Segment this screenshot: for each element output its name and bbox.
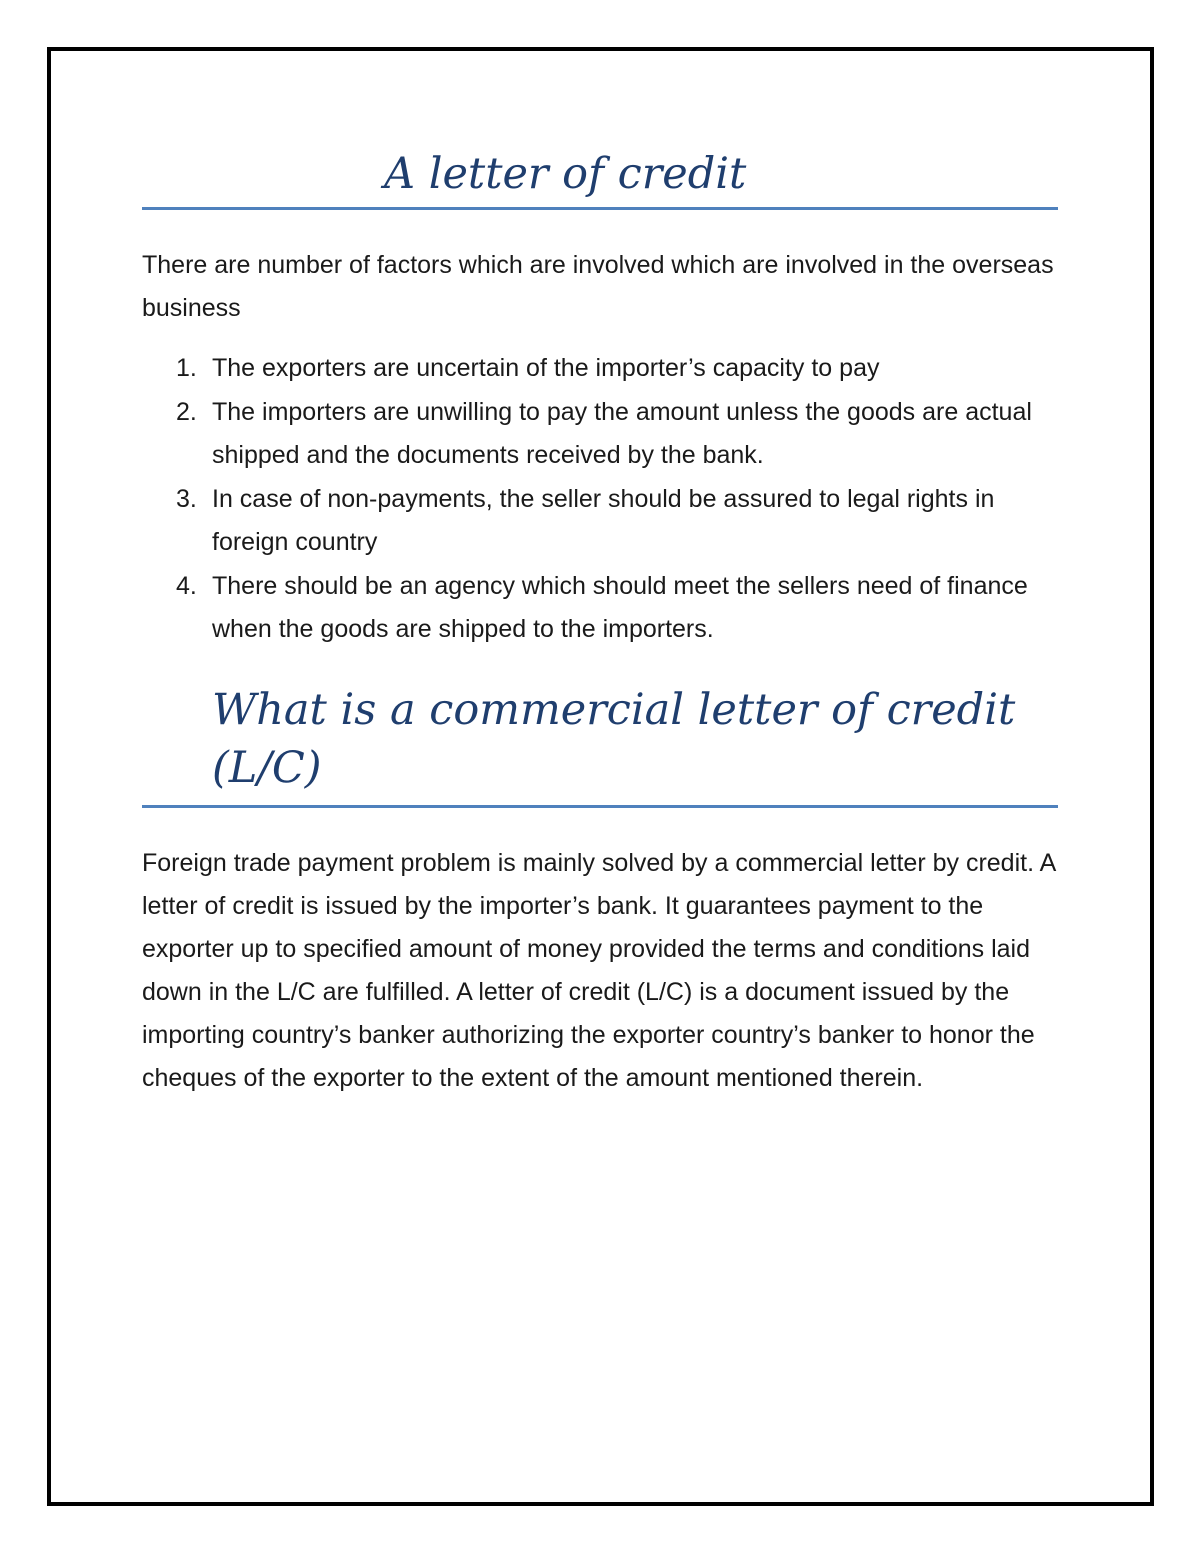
section-heading: What is a commercial letter of credit (L/C) xyxy=(212,685,1016,793)
intro-paragraph: There are number of factors which are involved which are involved in the overseas business xyxy=(142,251,1054,322)
list-item-number: 3. xyxy=(176,485,197,513)
list-item xyxy=(142,565,1058,651)
list-item-number: 4. xyxy=(176,572,197,600)
list-item-text: The importers are unwilling to pay the amount unless the goods are actual shipped and the documents received by the bank. xyxy=(212,398,1032,469)
list-item-number: 1. xyxy=(176,354,197,382)
title-underline xyxy=(142,207,1058,210)
list-item-text: The exporters are uncertain of the importer’s capacity to pay xyxy=(212,354,880,382)
list-item xyxy=(142,391,1058,477)
document-body xyxy=(142,145,1058,1100)
section-body-paragraph: Foreign trade payment problem is mainly solved by a commercial letter by credit. A letter of credit is issued by the importer’s bank. It guarantees payment to the exporter up to specified amount of money provided the terms and conditions laid down in the L/C are fulfilled. A letter of credit (L/C) is a document issued by the importing country’s banker authorizing the exporter country’s banker to honor the cheques of the exporter to the extent of the amount mentioned therein. xyxy=(142,849,1055,1092)
document-title: A letter of credit xyxy=(384,149,747,199)
list-item-number: 2. xyxy=(176,398,197,426)
list-item xyxy=(142,347,1058,390)
factors-list xyxy=(142,347,1058,651)
section-heading-underline xyxy=(142,805,1058,808)
list-item xyxy=(142,478,1058,564)
list-item-text: In case of non-payments, the seller should be assured to legal rights in foreign country xyxy=(212,485,995,556)
list-item-text: There should be an agency which should meet the sellers need of finance when the goods are shipped to the importers. xyxy=(212,572,1028,643)
